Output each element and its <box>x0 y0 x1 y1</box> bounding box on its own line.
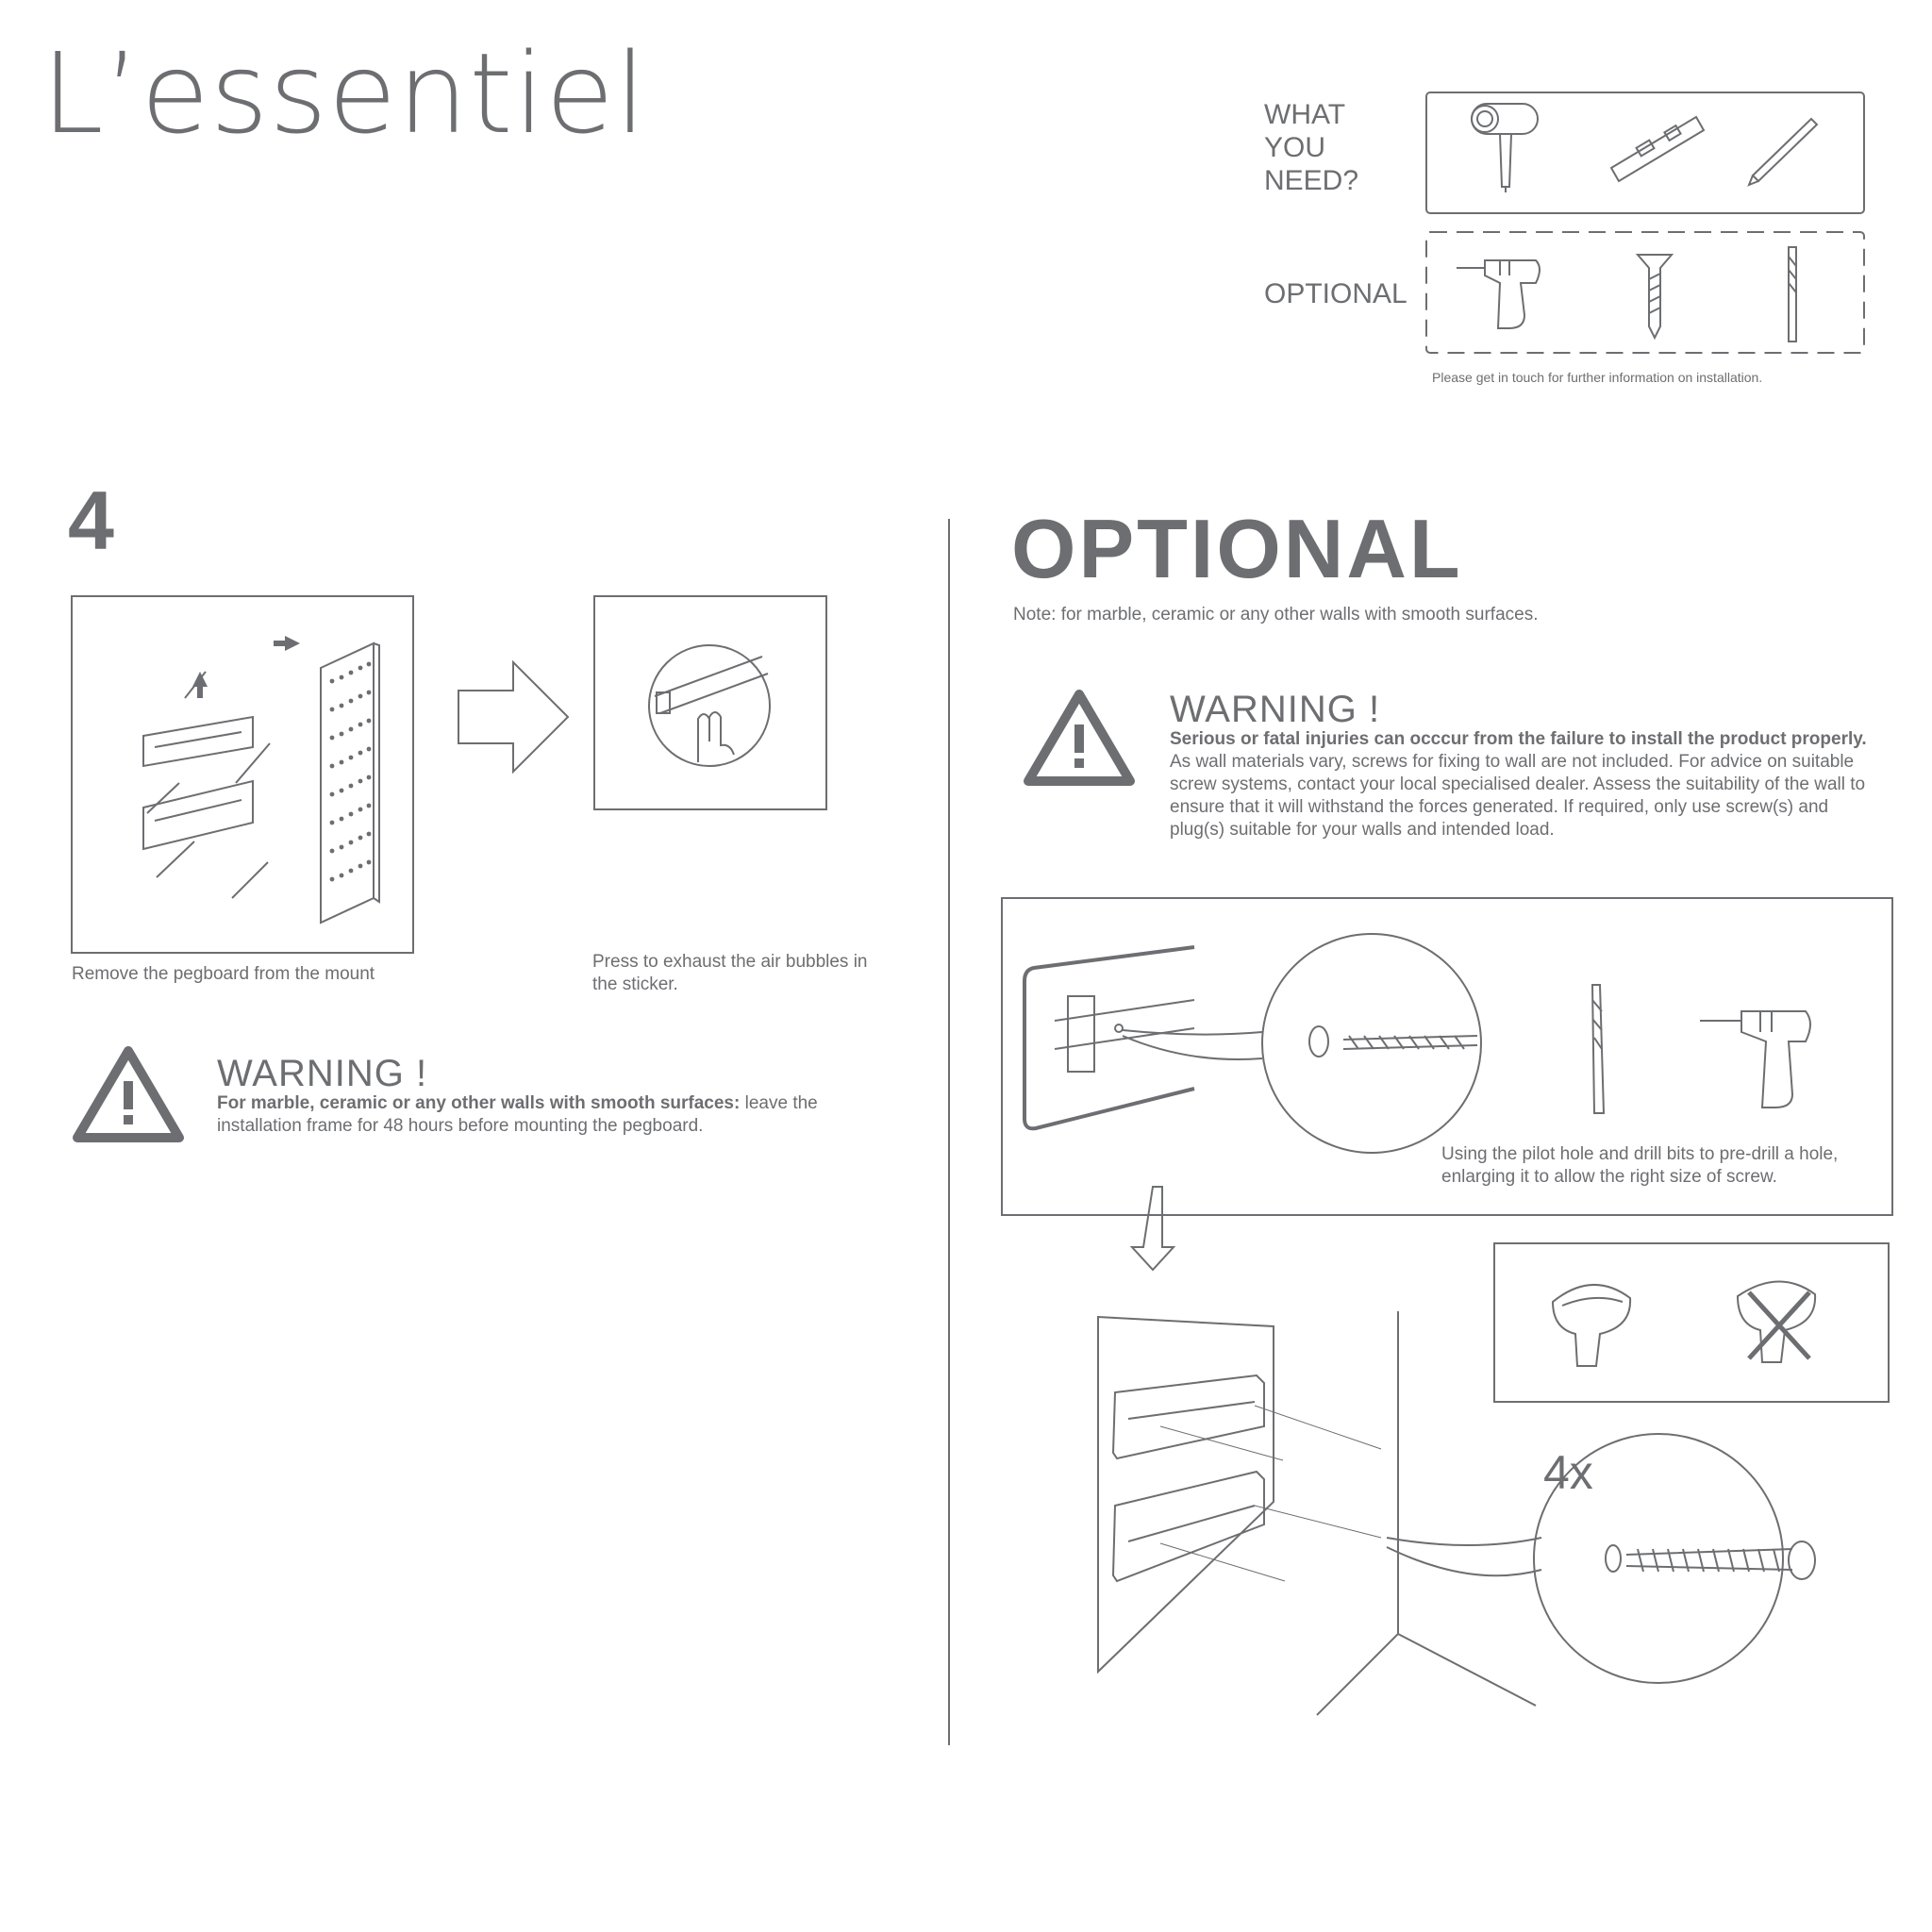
optional-tools-box <box>1426 232 1864 353</box>
wall-panel <box>1098 1317 1274 1672</box>
hair-dryer-icon <box>1472 104 1538 192</box>
power-drill-icon <box>1457 260 1540 328</box>
optional-warning-text <box>1170 728 1868 841</box>
warning-bold-text: Serious or fatal injuries can occcur from the failure to install the product properly. <box>1170 729 1867 749</box>
installation-note: Please get in touch for further information on installation. <box>1432 370 1763 385</box>
direction-arrows <box>192 636 300 698</box>
warning-body-text: As wall materials vary, screws for fixing to wall are not included. For advice on suitable screw systems, contact your local specialised dealer. Assess the suitability of the wall to ensure that it will withstand the forces generated. If required, only use screw(s) and plug(s) suitable for your walls and intended load. <box>1170 752 1866 840</box>
warning-body-text: leave the installation frame for 48 hours before mounting the pegboard. <box>217 1093 818 1136</box>
next-step-arrow <box>458 662 568 772</box>
warning-triangle-icon <box>1028 694 1130 781</box>
down-arrow <box>1132 1187 1174 1270</box>
drill-bit-icon <box>1789 247 1796 341</box>
spirit-level-icon <box>1611 117 1704 181</box>
screw-count-label: 4x <box>1543 1446 1593 1499</box>
incorrect-cross-icon <box>1749 1292 1809 1358</box>
warning-triangle-icon <box>77 1051 179 1138</box>
brand-logo: L’essentiel <box>42 28 647 158</box>
optional-title: OPTIONAL <box>1011 502 1463 595</box>
press-sticker-caption: Press to exhaust the air bubbles in the sticker. <box>592 952 868 994</box>
remove-pegboard-caption: Remove the pegboard from the mount <box>72 964 375 984</box>
what-you-need-label: WHAT YOU NEED? <box>1264 99 1359 196</box>
pre-drill-caption: Using the pilot hole and drill bits to pre-drill a hole, enlarging it to allow the right size of screw. <box>1441 1144 1839 1187</box>
step4-warning-text <box>217 1092 840 1138</box>
press-sticker-panel <box>594 596 826 809</box>
pegboard-holes <box>330 662 372 882</box>
pencil-icon <box>1749 119 1817 185</box>
screw-head-comparison-panel <box>1494 1243 1889 1402</box>
warning-title: WARNING ! <box>217 1053 428 1094</box>
warning-bold-text: For marble, ceramic or any other walls with smooth surfaces: <box>217 1093 741 1113</box>
optional-tools-label: OPTIONAL <box>1264 278 1407 309</box>
screw-icon <box>1638 255 1672 338</box>
step-number: 4 <box>68 474 114 567</box>
optional-note: Note: for marble, ceramic or any other walls with smooth surfaces. <box>1013 605 1539 625</box>
warning-title: WARNING ! <box>1170 689 1381 730</box>
